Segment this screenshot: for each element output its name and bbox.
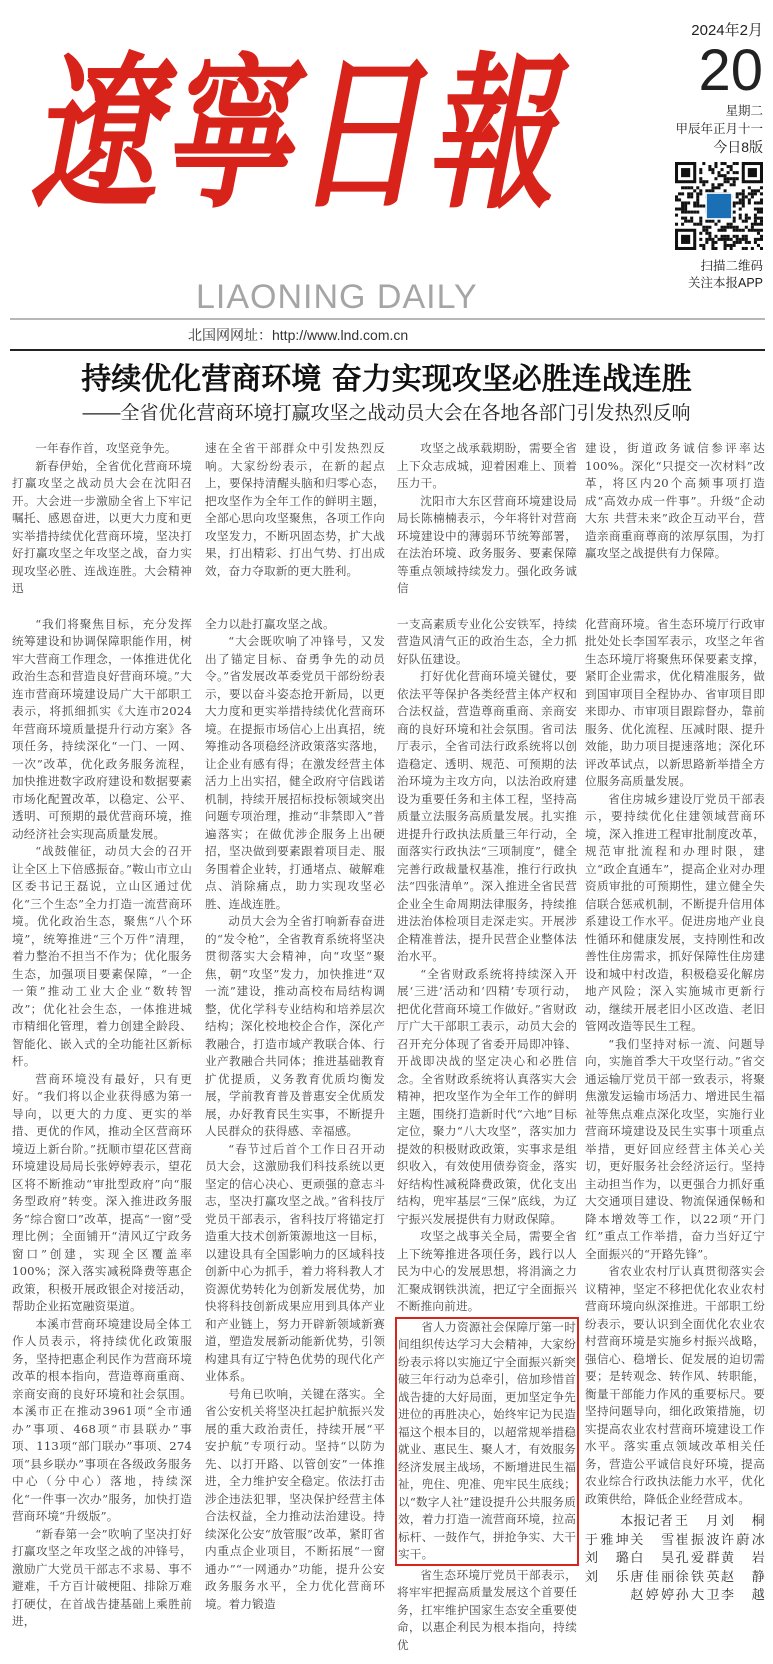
paragraph: 新春伊始，全省优化营商环境打赢攻坚之战动员大会在沈阳召开。大会进一步激励全省上下牢记嘱托、感恩奋进，以更大力度和更实举措持续优化营商环境，坚决打好打赢攻坚之年攻坚之战，奋力实现攻坚必胜、连战连胜。大会精神迅: [12, 458, 192, 595]
byline-row: [585, 1568, 765, 1587]
lead-column-3: [397, 440, 577, 598]
body-column-2: [205, 616, 385, 1614]
paragraph: 建设，街道政务诚信参评率达100%。深化“只提交一次材料”改革，将区内20个高频事项打造成“高效办成一件事”。升级“企动大东 共营未来”政企互动平台，营造亲商重商尊商的浓厚氛围，为打赢攻坚之战提供有力保障。: [585, 441, 765, 560]
paragraph: 一支高素质专业化公安铁军，持续营造风清气正的政治生态，全力抓好队伍建设。: [397, 616, 577, 666]
paragraph: 攻坚之战事关全局，需要全省上下统筹推进各项任务，践行以人民为中心的发展思想，将涓滴之力汇聚成钢铁洪流，把辽宁全面振兴不断推向前进。: [397, 1229, 577, 1313]
byline-row: [585, 1586, 765, 1605]
byline-label: 本报记者: [620, 1513, 673, 1528]
body-column-3-bottom: [397, 1567, 577, 1655]
body-column-3-top: [397, 616, 577, 1316]
lead-column-1: [12, 440, 192, 598]
date-lunar: 甲辰年正月十一: [675, 122, 763, 136]
qr-caption-line1: 扫描二维码: [700, 259, 763, 273]
paragraph: 沈阳市大东区营商环境建设局局长陈楠楠表示，今年将针对营商环境建设中的薄弱环节统筹部署，在法治环境、政务服务、要素保障等重点领域持续发力。强化政务诚信: [397, 493, 577, 595]
article-content: [12, 440, 765, 1664]
paragraph: “全省财政系统将持续深入开展‘三进’活动和‘四精’专项行动，把优化营商环境工作做好。”省财政厅广大干部职工表示，动员大会的召开充分体现了省委开局即冲锋、开战即决战的坚定决心和必胜信念。全省财政系统将认真落实大会精神，把攻坚作为全年工作的鲜明主题，围绕打造新时代“六地”目标定位，聚力“八大攻坚”，落实加力提效的积极财政政策，实事求是组织收入，有效使用债券资金，落实好结构性减税降费政策，优化支出结构，兜牢基层“三保”底线，为辽宁振兴发展提供有力财政保障。: [397, 966, 577, 1226]
reporter-name: 于雅坤: [585, 1531, 629, 1547]
lead-row: [12, 440, 765, 598]
byline-row: [585, 1512, 765, 1531]
masthead-logo: 遼寧日報: [30, 37, 559, 233]
paragraph: 省住房城乡建设厅党员干部表示，要持续优化住建领域营商环境，深入推进工程审批制度改革，规范审批流程和办理时限，建立“政企直通车”，提高企业对办理资质审批的可预期性，建立健全失信联合惩戒机制，不断提升信用体系建设工作水平。促进房地产业良性循环和健康发展，支持刚性和改善性住房需求，抓好保障性住房建设和城中村改造，积极稳妥化解房地产风险；深入实施城市更新行动，继续开展老旧小区改造、老旧管网改造等民生工程。: [585, 791, 765, 1033]
date-weekday: 星期二: [725, 104, 763, 118]
reporter-name: 黄岩: [720, 1550, 765, 1565]
reporter-name: 孙大卫: [675, 1587, 720, 1602]
paragraph: 营商环境没有最好，只有更好。“我们将以企业获得感为第一导向，以更大的力度、更实的举措、更优的作风，推动全区营商环境迈上新台阶。”抚顺市望花区营商环境建设局局长张婷婷表示，望花区将不断推动“审批型政府”向“服务型政府”转变。深入推进政务服务“综合窗口”改革，提高“一窗”受理比例；全面铺开“清风辽宁政务窗口”创建，实现全区覆盖率100%；深入落实减税降费等惠企政策，积极开展政银企对接活动，帮助企业拓宽融资渠道。: [12, 1071, 192, 1313]
paragraph: 本溪市营商环境建设局全体工作人员表示，将持续优化政策服务，坚持把惠企利民作为营商环境改革的根本指向，营造尊商重商、亲商安商的良好环境和社会氛围。本溪市正在推动3961项“全市通办”事项、468项“市县联办”事项、113项“部门联办”事项、274项“县乡联办”事项在各级政务服务中心（分中心）落地，持续深化“一件事一次办”服务，加快打造营商环境“升级版”。: [12, 1316, 192, 1523]
qr-caption-line2: 关注本报APP: [687, 276, 763, 290]
website-url: 北国网网址：http://www.lnd.com.cn: [188, 327, 409, 343]
paragraph: “我们将聚焦目标，充分发挥统筹建设和协调保障职能作用，树牢大营商工作理念，一体推进优化政治生态和营造良好营商环境。”大连市营商环境建设局广大干部职工表示，将抓细抓实《大连市2024年营商环境质量提升行动方案》各项任务，持续深化“一门、一网、一次”改革，优化政务服务流程，加快推进数字政府建设和数据要素市场化配置改革，以稳定、公平、透明、可预期的最优营商环境，推动经济社会实现高质量发展。: [12, 616, 192, 841]
reporter-bylines: [585, 1512, 765, 1605]
byline-row: [585, 1531, 765, 1550]
paragraph: “战鼓催征，动员大会的召开让全区上下倍感振奋。”鞍山市立山区委书记王磊说，立山区通过优化“三个生态”全力打造一流营商环境。优化政治生态，聚焦“八个环境”，统筹推进“三个万件”清理，着力整治不担当不作为；优化服务生态，加强项目要素保障，“一企一策”推动工业大企业“数转智改”；优化社会生态，一体推进城市精细化管理，着力创建全龄段、智能化、嵌入式的全功能社区新标杆。: [12, 844, 192, 1068]
qr-code-icon[interactable]: [675, 162, 763, 250]
body-column-4: [585, 616, 765, 1605]
paragraph: 一年春作首，攻坚竞争先。: [35, 441, 177, 455]
reporter-name: 赵静: [720, 1568, 765, 1584]
paragraph: 全力以赴打赢攻坚之战。: [205, 616, 335, 631]
paragraph: 号角已吹响，关键在落实。全省公安机关将坚决扛起护航振兴发展的重大政治责任，持续开展“平安护航”专项行动。坚持“以防为先、以打开路、以管创安”一体推进，全力维护安全稳定。依法打击涉企违法犯罪，坚决保护经营主体合法权益，全力推动法治建设。持续深化公安“放管服”改革，紧盯省内重点企业项目，不断拓展“一窗通办”“一网通办”功能，提升公安政务服务水平，全力优化营商环境。着力锻造: [205, 1386, 385, 1611]
reporter-name: 唐佳丽: [630, 1568, 675, 1584]
date-day: 20: [698, 38, 763, 103]
reporter-name: 崔振波: [675, 1531, 720, 1547]
reporter-name: 王月: [675, 1513, 719, 1528]
paragraph: 省农业农村厅认真贯彻落实会议精神，坚定不移把优化农业农村营商环境向纵深推进。干部职工纷纷表示，要认识到全面优化农业农村营商环境是实施乡村振兴战略，强信心、稳增长、促发展的迫切需要；是转观念、转作风、转职能，衡量干部能力作风的重要标尺。要坚持问题导向，细化政策措施，切实提高农业农村营商环境建设工作水平。落实重点领域改革相关任务，营造公平诚信良好环境，提高农业综合行政执法能力水平，优化政策供给，降低企业经营成本。: [585, 1264, 765, 1506]
paragraph: “新春第一会”吹响了坚决打好打赢攻坚之年攻坚之战的冲锋号，激励广大党员干部志不求易、事不避难，千方百计破梗阻、排除万难打硬仗，在首战告捷基础上乘胜前进，: [12, 1526, 192, 1628]
reporter-name: 赵婷婷: [630, 1587, 675, 1602]
date-year-month: 2024年2月: [691, 22, 763, 39]
headline: 持续优化营商环境 奋力实现攻坚必胜连战连胜: [81, 362, 692, 397]
lead-column-2: [205, 440, 385, 580]
masthead-english-name: LIAONING DAILY: [196, 278, 478, 316]
subheadline: ——全省优化营商环境打赢攻坚之战动员大会在各地各部门引发热烈反响: [82, 403, 691, 424]
reporter-name: 孔爱群: [675, 1550, 720, 1565]
body-column-4-text: [585, 616, 765, 1509]
page-count: 今日8版: [713, 139, 763, 155]
byline-row: [585, 1549, 765, 1568]
paragraph: “大会既吹响了冲锋号，又发出了锚定目标、奋勇争先的动员令。”省发展改革委党员干部纷纷表示，要以奋斗姿态抢开新局，以更大力度和更实举措持续优化营商环境。在提振市场信心上出真招，统筹推动各项稳经济政策落实落地，让企业有感有得；在激发经营主体活力上出实招，健全政府守信践诺机制，持续开展招标投标领域突出问题专项治理，推动“非禁即入”普遍落实；在做优涉企服务上出硬招，坚决做到要素跟着项目走、服务围着企业转，打通堵点、破解难点、消除痛点，助力实现攻坚必胜、连战连胜。: [205, 634, 385, 911]
lead-column-4: [585, 440, 765, 563]
paragraph: 打好优化营商环境关键仗，要依法平等保护各类经营主体产权和合法权益，营造尊商重商、亲商安商的良好环境和社会氛围。省司法厅表示，全省司法行政系统将以创造稳定、透明、规范、可预期的法治环境为主攻方向，以法治政府建设为重要任务和主体工程，坚持高质量立法服务高质量发展。扎实推进提升行政执法质量三年行动，全面落实行政执法“三项制度”，健全完善行政裁量权基准，推行行政执法“四张清单”。深入推进全省民营企业全生命周期法律服务，持续推进法治体检项目走深走实。开展涉企精准普法，提升民营企业整体法治水平。: [397, 669, 577, 963]
reporter-name: 许蔚冰: [720, 1531, 765, 1547]
divider: [10, 318, 765, 320]
reporter-name: 李越: [720, 1587, 765, 1602]
body-column-3: [397, 616, 577, 1655]
body-column-1: [12, 616, 192, 1631]
reporter-name: 刘乐: [585, 1568, 629, 1584]
body-row: [12, 616, 765, 1655]
highlighted-paragraph: 省人力资源社会保障厅第一时间组织传达学习大会精神，大家纷纷表示将以实施辽宁全面振兴新突破三年行动为总牵引，倍加珍惜首战告捷的大好局面，更加坚定争先进位的再胜决心，始终牢记为民造福这个根本目的，以超常规举措稳就业、惠民生、聚人才，有效服务经济发展主战场，不断增进民生福祉，兜住、兜准、兜牢民生底线；以“数字人社”建设提升公共服务质效，着力打造一流营商环境，拉高标杆、一鼓作气，拼抢争实、大干实干。: [398, 1319, 576, 1561]
reporter-name: 关雪: [630, 1531, 675, 1547]
paragraph: “我们坚持对标一流、问题导向，实施首季大干攻坚行动。”省交通运输厅党员干部一致表示，将聚焦激发运输市场活力、增进民生福祉等焦点难点深化攻坚，实施行业营商环境建设及民生实事十项重点举措，更好回应经营主体关心关切，更好服务社会经济运行。坚持主动担当作为，以更强合力抓好重大交通项目建设、物流保通保畅和降本增效等工作，以22项“开门红”重点工作举措，奋力当好辽宁全面振兴的“开路先锋”。: [585, 1036, 765, 1261]
paragraph: “春节过后首个工作日召开动员大会，这激励我们科技系统以更坚定的信心决心、更顽强的意志斗志，坚决打赢攻坚之战。”省科技厅党员干部表示，省科技厅将锚定打造重大技术创新策源地这一目标，以建设具有全国影响力的区域科技创新中心为抓手，着力将科教人才资源优势转化为创新发展优势，加快将科技创新成果应用到具体产业和产业链上，努力开辟新领域新赛道，塑造发展新动能新优势，引领构建具有辽宁特色优势的现代化产业体系。: [205, 1141, 385, 1383]
reporter-name: 徐铁英: [675, 1568, 720, 1584]
paragraph: 化营商环境。省生态环境厅行政审批处处长李国军表示，攻坚之年省生态环境厅将聚焦环保要素支撑，紧盯企业需求，优化精准服务，做到国审项目全程协办、省审项目即来即办、市审项目跟踪督办，靠前服务、优化流程、压减时限、提升效能，助力项目提速落地；深化环评改革试点，以新思路新举措全方位服务高质量发展。: [585, 616, 765, 788]
highlighted-paragraph-box: [395, 1317, 579, 1566]
divider: [10, 349, 765, 351]
paragraph: 速在全省干部群众中引发热烈反响。大家纷纷表示，在新的起点上，要保持清醒头脑和归零心态，把攻坚作为全年工作的鲜明主题，全部心思向攻坚聚焦，各项工作向攻坚发力，不断巩固态势，扩大战果，打出精彩、打出气势、打出成效，奋力夺取新的更大胜利。: [205, 441, 385, 578]
paragraph: 动员大会为全省打响新春奋进的“发令枪”，全省教育系统将坚决贯彻落实大会精神，向“攻坚”聚焦，朝“攻坚”发力，加快推进“双一流”建设，推动高校布局结构调整，优化学科专业结构和培养层次结构；深化校地校企合作，深化产教融合，打造市域产教联合体、行业产教融合共同体；推进基础教育扩优提质，义务教育优质均衡发展，学前教育普及普惠安全优质发展，办好教育民生实事，不断提升人民群众的获得感、幸福感。: [205, 914, 385, 1138]
paragraph: 省生态环境厅党员干部表示，将牢牢把握高质量发展这个首要任务，扛牢维护国家生态安全重要使命，以惠企利民为根本指向，持续优: [397, 1567, 577, 1652]
reporter-name: 白昊: [630, 1550, 675, 1565]
paragraph: 攻坚之战承载期盼，需要全省上下众志成城，迎着困难上、顶着压力干。: [397, 441, 577, 490]
reporter-name: 刘璐: [585, 1550, 629, 1565]
reporter-name: 刘桐: [721, 1513, 765, 1528]
